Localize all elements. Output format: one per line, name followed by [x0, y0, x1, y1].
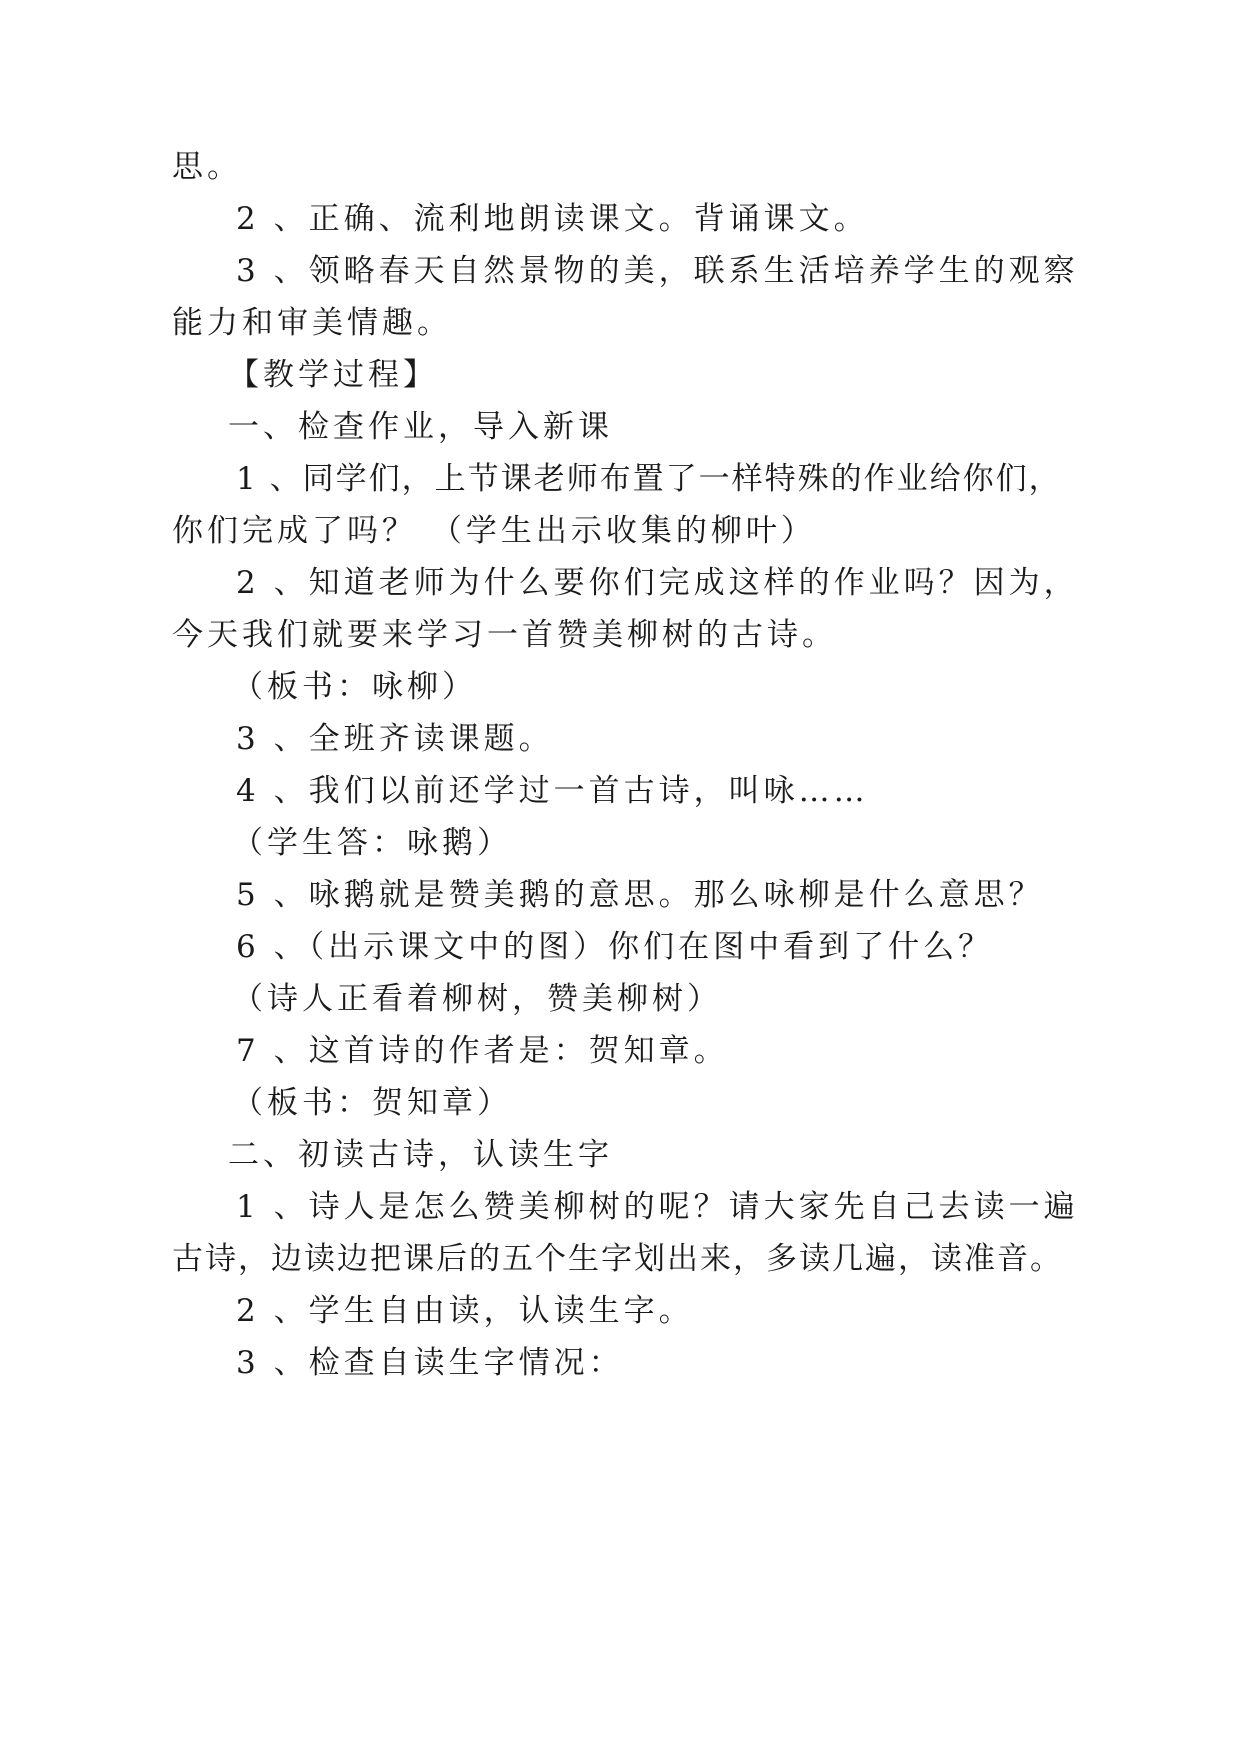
- text-line: 3 、全班齐读课题。: [236, 721, 554, 757]
- text-line: 1 、诗人是怎么赞美柳树的呢？请大家先自己去读一遍: [236, 1189, 1079, 1225]
- text-line: 2 、学生自由读，认读生字。: [236, 1293, 694, 1329]
- text-line: 4 、我们以前还学过一首古诗，叫咏……: [236, 773, 869, 809]
- section-heading: 二、初读古诗，认读生字: [228, 1137, 613, 1173]
- text-line: 思。: [172, 149, 242, 185]
- text-line: 3 、检查自读生字情况：: [236, 1345, 624, 1381]
- text-line: （板书：贺知章）: [232, 1085, 512, 1121]
- section-heading: 【教学过程】: [228, 357, 438, 393]
- text-line: 古诗，边读边把课后的五个生字划出来，多读几遍，读准音。: [172, 1241, 1063, 1277]
- text-line: （诗人正看着柳树，赞美柳树）: [232, 981, 722, 1017]
- text-line: 2 、正确、流利地朗读课文。背诵课文。: [236, 201, 869, 237]
- text-line: 1 、同学们，上节课老师布置了一样特殊的作业给你们，: [236, 461, 1062, 497]
- section-heading: 一、检查作业，导入新课: [228, 409, 613, 445]
- text-line: 3 、领略春天自然景物的美，联系生活培养学生的观察: [236, 253, 1079, 289]
- text-line: 能力和审美情趣。: [172, 305, 452, 341]
- text-line: （学生答：咏鹅）: [232, 825, 512, 861]
- text-line: （板书：咏柳）: [232, 669, 477, 705]
- text-line: 6 、（出示课文中的图）你们在图中看到了什么？: [236, 929, 994, 965]
- text-line: 5 、咏鹅就是赞美鹅的意思。那么咏柳是什么意思？: [236, 877, 1044, 913]
- text-line: 今天我们就要来学习一首赞美柳树的古诗。: [172, 617, 837, 653]
- text-line: 2 、知道老师为什么要你们完成这样的作业吗？因为，: [236, 565, 1079, 601]
- text-line: 你们完成了吗？ （学生出示收集的柳叶）: [172, 513, 816, 549]
- text-line: 7 、这首诗的作者是：贺知章。: [236, 1033, 729, 1069]
